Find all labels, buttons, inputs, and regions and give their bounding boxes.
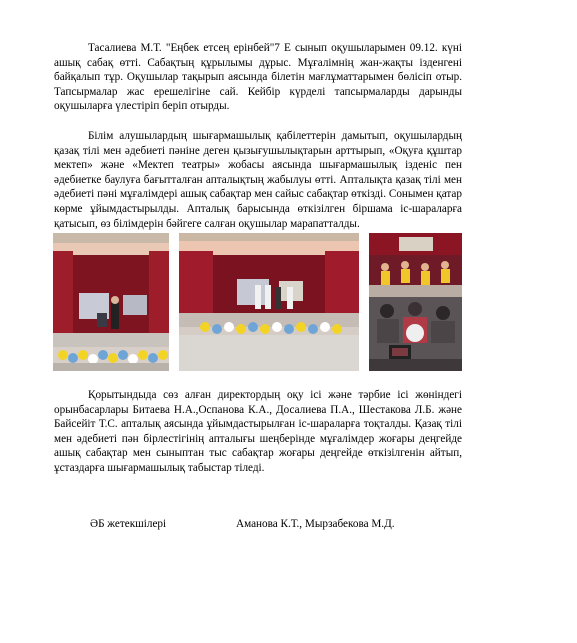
- paragraph-week-closing: Білім алушылардың шығармашылық қабілеттерін дамытып, оқушылардың қазақ тілі мен әдебиеті пәніне деген қызығушылықтарын арттырып, «Оқуға құштар мектеп» және «Мектеп театры» жобасы аясында шығармашылық ізденіс пен әдебиетке баулуға бағытталған апталықтың жабылуы өтті. Апталықта қазақ тілі мен әдебиеті пәні мұғалімдері ашық сабақтар мен сайыс сабақтар өткізді. Сонымен қатар көрме ұйымдастырылды. Апталық барысында өткізілген біршама іс-шараларға қатысып, өз білімдерін бәйгеге салған оқушылар марапатталды.: [54, 130, 462, 230]
- stage-photo-center: [179, 233, 359, 371]
- stage-photo-right: [369, 233, 462, 371]
- signature-block: [90, 518, 470, 534]
- paragraph-conclusion: Қорытындыда сөз алған директордың оқу ісі және тәрбие ісі жөніндегі орынбасарлары Битаева Н.А.,Оспанова К.А., Досалиева П.А., Шестакова Л.Б. және Байсейіт Т.С. апталық аясында ұйымдастырылған іс-шараларға тоқталды. Қазақ тілі мен әдебиеті пән бірлестігінің апталығы шеңберінде мұғалімдер жоғары деңгейде ашық сабақтар мен сыныптан тыс сабақтар жоғары деңгейде өткізілгенін айтып, ұстаздарға шығармашылық табыстар тіледі.: [54, 389, 462, 474]
- signature-names: Аманова К.Т., Мырзабекова М.Д.: [236, 518, 395, 530]
- paragraph-open-lesson: Тасалиева М.Т. "Еңбек етсең ерінбей"7 Е сынып оқушыларымен 09.12. күні ашық сабақ өтті. Сабақтың құрылымы дұрыс. Мұғалімнің жан-жақты ізденгені байқалып тұр. Оқушылар тақырып аясында білетін мағлұматтарымен бөлісіп отыр. Тапсырмалар жас ерешелігіне сай. Кейбір күрделі тапсырмаларды дарынды оқушыларға үлестіріп беріп отырды.: [54, 42, 462, 113]
- stage-photo-left: [53, 233, 169, 371]
- signature-role: ӘБ жетекшілері: [90, 518, 167, 530]
